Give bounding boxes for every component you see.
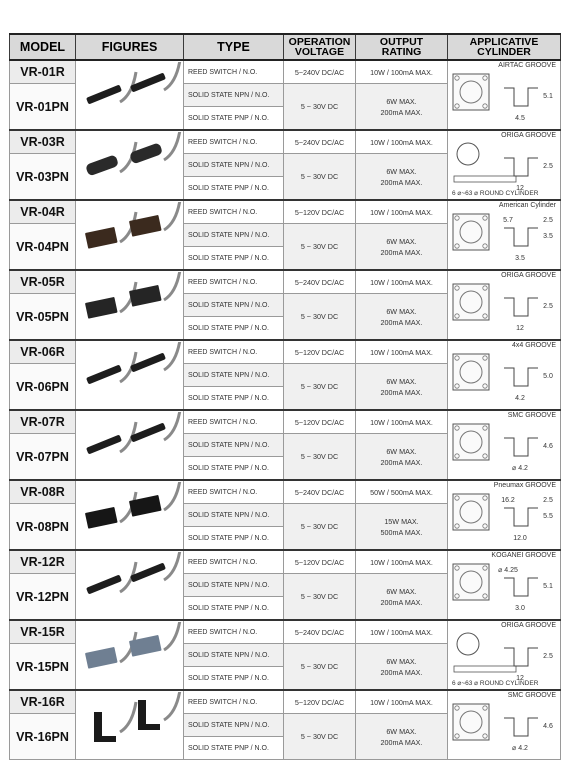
voltage-reed: 5~120V DC/AC xyxy=(284,690,356,714)
rating-reed: 10W / 100mA MAX. xyxy=(356,60,448,84)
header-rating-line1: OUTPUT xyxy=(379,36,424,48)
type-npn: SOLID STATE NPN / N.O. xyxy=(184,154,284,177)
voltage-reed: 5~240V DC/AC xyxy=(284,60,356,84)
voltage-solid-state: 5 ~ 30V DC xyxy=(284,644,356,691)
cylinder-cell xyxy=(448,130,561,200)
groove-title: AIRTAC GROOVE xyxy=(498,62,556,69)
rating-reed: 50W / 500mA MAX. xyxy=(356,480,448,504)
type-reed: REED SWITCH / N.O. xyxy=(184,480,284,504)
groove-diagram xyxy=(448,132,561,198)
cylinder-cell xyxy=(448,200,561,270)
model-reed: VR-16R xyxy=(10,690,76,714)
rating-power: 6W MAX. xyxy=(386,236,417,246)
groove-profile xyxy=(504,508,538,526)
sensor-body-1 xyxy=(85,297,118,319)
groove-dimension: 4.5 xyxy=(515,115,525,122)
voltage-solid-state: 5 ~ 30V DC xyxy=(284,714,356,760)
sensor-figure xyxy=(76,272,184,338)
header-row xyxy=(10,34,561,60)
groove-profile xyxy=(504,298,538,316)
voltage-reed: 5~120V DC/AC xyxy=(284,410,356,434)
type-npn: SOLID STATE NPN / N.O. xyxy=(184,574,284,597)
sensor-figure xyxy=(76,552,184,618)
groove-dimension: 5.7 xyxy=(503,217,513,224)
cylinder-profile xyxy=(457,633,479,655)
rating-lines xyxy=(356,656,447,678)
type-npn: SOLID STATE NPN / N.O. xyxy=(184,294,284,317)
table-row xyxy=(10,340,561,364)
sensor-cable xyxy=(164,342,180,370)
rating-current: 200mA MAX. xyxy=(380,387,423,397)
sensor-figure xyxy=(76,412,184,478)
model-reed: VR-05R xyxy=(10,270,76,294)
rating-power: 6W MAX. xyxy=(386,656,417,666)
groove-diagram xyxy=(448,272,561,338)
rating-current: 500mA MAX. xyxy=(380,527,423,537)
header-cylinder-line2: CYLINDER xyxy=(477,46,531,58)
cylinder-cell xyxy=(448,410,561,480)
header-type: TYPE xyxy=(184,34,284,60)
model-solid-state: VR-03PN xyxy=(10,154,76,201)
rating-lines xyxy=(356,166,447,188)
round-cylinder-note: 6 ⌀~63 ⌀ ROUND CYLINDER xyxy=(452,190,539,197)
rating-reed: 10W / 100mA MAX. xyxy=(356,620,448,644)
rating-lines xyxy=(356,96,447,118)
voltage-solid-state: 5 ~ 30V DC xyxy=(284,504,356,551)
groove-diagram xyxy=(448,622,561,688)
type-reed: REED SWITCH / N.O. xyxy=(184,620,284,644)
model-solid-state: VR-12PN xyxy=(10,574,76,621)
sensor-cable xyxy=(120,702,136,732)
figure-cell xyxy=(76,410,184,480)
rating-solid-state xyxy=(356,714,448,760)
sensor-body-1 xyxy=(85,154,119,176)
rating-solid-state xyxy=(356,434,448,481)
type-npn: SOLID STATE NPN / N.O. xyxy=(184,224,284,247)
header-model: MODEL xyxy=(10,34,76,60)
rating-current: 200mA MAX. xyxy=(380,317,423,327)
rating-solid-state xyxy=(356,84,448,131)
type-reed: REED SWITCH / N.O. xyxy=(184,270,284,294)
rating-power: 6W MAX. xyxy=(386,96,417,106)
rating-reed: 10W / 100mA MAX. xyxy=(356,410,448,434)
voltage-solid-state: 5 ~ 30V DC xyxy=(284,84,356,131)
groove-dimension: 16.2 xyxy=(501,497,515,504)
rating-current: 200mA MAX. xyxy=(380,737,423,747)
model-solid-state: VR-01PN xyxy=(10,84,76,131)
rating-reed: 10W / 100mA MAX. xyxy=(356,340,448,364)
rating-current: 200mA MAX. xyxy=(380,457,423,467)
voltage-reed: 5~240V DC/AC xyxy=(284,130,356,154)
sensor-body-1 xyxy=(86,365,122,385)
groove-dimension: 3.5 xyxy=(515,255,525,262)
rating-reed: 10W / 100mA MAX. xyxy=(356,690,448,714)
cylinder-cell xyxy=(448,270,561,340)
cylinder-cell xyxy=(448,480,561,550)
rating-solid-state xyxy=(356,224,448,271)
rating-solid-state xyxy=(356,644,448,691)
type-npn: SOLID STATE NPN / N.O. xyxy=(184,364,284,387)
type-pnp: SOLID STATE PNP / N.O. xyxy=(184,457,284,481)
type-npn: SOLID STATE NPN / N.O. xyxy=(184,644,284,667)
spec-sheet xyxy=(9,33,560,752)
type-npn: SOLID STATE NPN / N.O. xyxy=(184,84,284,107)
rating-current: 200mA MAX. xyxy=(380,667,423,677)
groove-dimension: 12.0 xyxy=(513,535,527,542)
rating-lines xyxy=(356,236,447,258)
groove-title: ORIGA GROOVE xyxy=(501,622,556,629)
round-cylinder-note: 6 ⌀~63 ⌀ ROUND CYLINDER xyxy=(452,680,539,687)
groove-diagram xyxy=(448,552,561,618)
sensor-figure xyxy=(76,342,184,408)
sensor-body-1 xyxy=(85,647,118,669)
figure-cell xyxy=(76,60,184,130)
sensor-cable xyxy=(164,692,180,720)
groove-title: KOGANEI GROOVE xyxy=(491,552,556,559)
type-reed: REED SWITCH / N.O. xyxy=(184,60,284,84)
type-pnp: SOLID STATE PNP / N.O. xyxy=(184,667,284,691)
groove-title: ORIGA GROOVE xyxy=(501,132,556,139)
table-row xyxy=(10,200,561,224)
voltage-solid-state: 5 ~ 30V DC xyxy=(284,154,356,201)
table-row xyxy=(10,550,561,574)
groove-dimension: 12 xyxy=(516,325,524,332)
model-solid-state: VR-15PN xyxy=(10,644,76,691)
figure-cell xyxy=(76,130,184,200)
groove-dimension: 5.1 xyxy=(543,583,553,590)
voltage-solid-state: 5 ~ 30V DC xyxy=(284,434,356,481)
table-row xyxy=(10,690,561,714)
rating-power: 6W MAX. xyxy=(386,446,417,456)
sensor-body-1 xyxy=(86,575,122,595)
model-solid-state: VR-16PN xyxy=(10,714,76,760)
model-reed: VR-15R xyxy=(10,620,76,644)
type-pnp: SOLID STATE PNP / N.O. xyxy=(184,107,284,131)
groove-title: SMC GROOVE xyxy=(507,412,556,419)
header-voltage-line2: VOLTAGE xyxy=(294,46,345,58)
table-row xyxy=(10,410,561,434)
groove-dimension: 4.6 xyxy=(543,443,553,450)
voltage-reed: 5~120V DC/AC xyxy=(284,200,356,224)
reed-switch-spec-table xyxy=(9,33,561,760)
groove-diagram xyxy=(448,342,561,408)
sensor-cable xyxy=(164,62,180,90)
header-rating-line2: RATING xyxy=(381,46,422,58)
model-reed: VR-08R xyxy=(10,480,76,504)
sensor-cable xyxy=(164,552,180,580)
groove-profile xyxy=(504,438,538,456)
header-rating xyxy=(356,34,448,60)
voltage-reed: 5~240V DC/AC xyxy=(284,480,356,504)
cylinder-cell xyxy=(448,340,561,410)
sensor-cable xyxy=(164,272,180,300)
figure-cell xyxy=(76,340,184,410)
groove-profile xyxy=(504,368,538,386)
rating-power: 6W MAX. xyxy=(386,726,417,736)
type-reed: REED SWITCH / N.O. xyxy=(184,690,284,714)
groove-diagram xyxy=(448,692,561,758)
sensor-figure xyxy=(76,62,184,128)
rating-lines xyxy=(356,726,447,748)
type-reed: REED SWITCH / N.O. xyxy=(184,340,284,364)
type-pnp: SOLID STATE PNP / N.O. xyxy=(184,177,284,201)
cylinder-cell xyxy=(448,550,561,620)
model-solid-state: VR-06PN xyxy=(10,364,76,411)
rating-solid-state xyxy=(356,294,448,341)
groove-profile xyxy=(504,648,538,666)
groove-dimension: 2.5 xyxy=(543,653,553,660)
rating-reed: 10W / 100mA MAX. xyxy=(356,130,448,154)
groove-dimension: 2.5 xyxy=(543,497,553,504)
cylinder-cell xyxy=(448,690,561,760)
voltage-solid-state: 5 ~ 30V DC xyxy=(284,294,356,341)
sensor-figure xyxy=(76,622,184,688)
groove-dimension: 3.0 xyxy=(515,605,525,612)
rating-current: 200mA MAX. xyxy=(380,247,423,257)
rating-reed: 10W / 100mA MAX. xyxy=(356,550,448,574)
sensor-body-1 xyxy=(86,85,122,105)
header-cylinder-line1: APPLICATIVE xyxy=(469,36,539,48)
sensor-cable xyxy=(164,132,180,160)
groove-dimension: ⌀ 4.2 xyxy=(512,745,528,752)
groove-dimension: 5.1 xyxy=(543,93,553,100)
rating-current: 200mA MAX. xyxy=(380,597,423,607)
groove-dimension: 2.5 xyxy=(543,163,553,170)
sensor-body-1 xyxy=(85,507,118,529)
rating-solid-state xyxy=(356,364,448,411)
voltage-reed: 5~240V DC/AC xyxy=(284,270,356,294)
table-row xyxy=(10,620,561,644)
rating-power: 6W MAX. xyxy=(386,376,417,386)
type-pnp: SOLID STATE PNP / N.O. xyxy=(184,317,284,341)
groove-title: SMC GROOVE xyxy=(507,692,556,699)
model-solid-state: VR-07PN xyxy=(10,434,76,481)
type-reed: REED SWITCH / N.O. xyxy=(184,130,284,154)
type-reed: REED SWITCH / N.O. xyxy=(184,200,284,224)
voltage-reed: 5~240V DC/AC xyxy=(284,620,356,644)
rating-lines xyxy=(356,376,447,398)
header-cylinder xyxy=(448,34,561,60)
type-npn: SOLID STATE NPN / N.O. xyxy=(184,504,284,527)
groove-dimension: ⌀ 4.25 xyxy=(498,567,518,574)
groove-dimension: 3.5 xyxy=(543,233,553,240)
groove-dimension: 4.2 xyxy=(515,395,525,402)
type-npn: SOLID STATE NPN / N.O. xyxy=(184,714,284,737)
groove-profile xyxy=(504,158,538,176)
groove-profile xyxy=(504,578,538,596)
sensor-figure xyxy=(76,202,184,268)
sensor-cable xyxy=(164,202,180,230)
sensor-figure xyxy=(76,692,184,758)
cylinder-side-view xyxy=(454,176,516,182)
voltage-solid-state: 5 ~ 30V DC xyxy=(284,224,356,271)
groove-diagram xyxy=(448,482,561,548)
groove-dimension: 5.0 xyxy=(543,373,553,380)
model-reed: VR-12R xyxy=(10,550,76,574)
rating-lines xyxy=(356,446,447,468)
table-row xyxy=(10,480,561,504)
header-figures: FIGURES xyxy=(76,34,184,60)
table-body xyxy=(10,60,561,760)
rating-lines xyxy=(356,586,447,608)
groove-profile xyxy=(504,228,538,246)
rating-power: 6W MAX. xyxy=(386,586,417,596)
type-pnp: SOLID STATE PNP / N.O. xyxy=(184,527,284,551)
header-voltage xyxy=(284,34,356,60)
table-row xyxy=(10,130,561,154)
model-solid-state: VR-05PN xyxy=(10,294,76,341)
groove-profile xyxy=(504,88,538,106)
rating-solid-state xyxy=(356,504,448,551)
voltage-reed: 5~120V DC/AC xyxy=(284,340,356,364)
groove-dimension: 12 xyxy=(516,675,524,682)
sensor-figure xyxy=(76,482,184,548)
table-row xyxy=(10,60,561,84)
type-npn: SOLID STATE NPN / N.O. xyxy=(184,434,284,457)
groove-dimension: 2.5 xyxy=(543,303,553,310)
header-voltage-line1: OPERATION xyxy=(288,36,351,48)
model-reed: VR-03R xyxy=(10,130,76,154)
groove-diagram xyxy=(448,412,561,478)
figure-cell xyxy=(76,620,184,690)
sensor-cable xyxy=(164,482,180,510)
type-pnp: SOLID STATE PNP / N.O. xyxy=(184,597,284,621)
groove-dimension: 12 xyxy=(516,185,524,192)
cylinder-cell xyxy=(448,60,561,130)
groove-diagram xyxy=(448,62,561,128)
sensor-cable xyxy=(164,412,180,440)
sensor-body-1 xyxy=(86,435,122,455)
rating-current: 200mA MAX. xyxy=(380,177,423,187)
table-row xyxy=(10,270,561,294)
sensor-body-1 xyxy=(94,712,116,742)
cylinder-side-view xyxy=(454,666,516,672)
groove-title: ORIGA GROOVE xyxy=(501,272,556,279)
model-reed: VR-01R xyxy=(10,60,76,84)
groove-profile xyxy=(504,718,538,736)
rating-power: 6W MAX. xyxy=(386,166,417,176)
rating-solid-state xyxy=(356,574,448,621)
figure-cell xyxy=(76,480,184,550)
rating-lines xyxy=(356,516,447,538)
rating-solid-state xyxy=(356,154,448,201)
sensor-body-1 xyxy=(85,227,118,249)
rating-current: 200mA MAX. xyxy=(380,107,423,117)
figure-cell xyxy=(76,270,184,340)
sensor-figure xyxy=(76,132,184,198)
voltage-solid-state: 5 ~ 30V DC xyxy=(284,574,356,621)
model-reed: VR-06R xyxy=(10,340,76,364)
model-reed: VR-07R xyxy=(10,410,76,434)
model-solid-state: VR-08PN xyxy=(10,504,76,551)
voltage-reed: 5~120V DC/AC xyxy=(284,550,356,574)
cylinder-profile xyxy=(457,143,479,165)
type-reed: REED SWITCH / N.O. xyxy=(184,550,284,574)
figure-cell xyxy=(76,690,184,760)
groove-dimension: 2.5 xyxy=(543,217,553,224)
rating-reed: 10W / 100mA MAX. xyxy=(356,270,448,294)
groove-dimension: 5.5 xyxy=(543,513,553,520)
type-pnp: SOLID STATE PNP / N.O. xyxy=(184,737,284,760)
rating-power: 15W MAX. xyxy=(384,516,419,526)
cylinder-cell xyxy=(448,620,561,690)
groove-title: 4x4 GROOVE xyxy=(512,342,556,349)
groove-diagram xyxy=(448,202,561,268)
type-pnp: SOLID STATE PNP / N.O. xyxy=(184,387,284,411)
voltage-solid-state: 5 ~ 30V DC xyxy=(284,364,356,411)
model-solid-state: VR-04PN xyxy=(10,224,76,271)
groove-dimension: ⌀ 4.2 xyxy=(512,465,528,472)
type-reed: REED SWITCH / N.O. xyxy=(184,410,284,434)
groove-title: Pneumax GROOVE xyxy=(493,482,556,489)
sensor-body-2 xyxy=(138,700,160,730)
rating-reed: 10W / 100mA MAX. xyxy=(356,200,448,224)
model-reed: VR-04R xyxy=(10,200,76,224)
figure-cell xyxy=(76,550,184,620)
figure-cell xyxy=(76,200,184,270)
groove-dimension: 4.6 xyxy=(543,723,553,730)
sensor-cable xyxy=(164,622,180,650)
rating-lines xyxy=(356,306,447,328)
type-pnp: SOLID STATE PNP / N.O. xyxy=(184,247,284,271)
rating-power: 6W MAX. xyxy=(386,306,417,316)
groove-title: American Cylinder xyxy=(498,202,556,209)
